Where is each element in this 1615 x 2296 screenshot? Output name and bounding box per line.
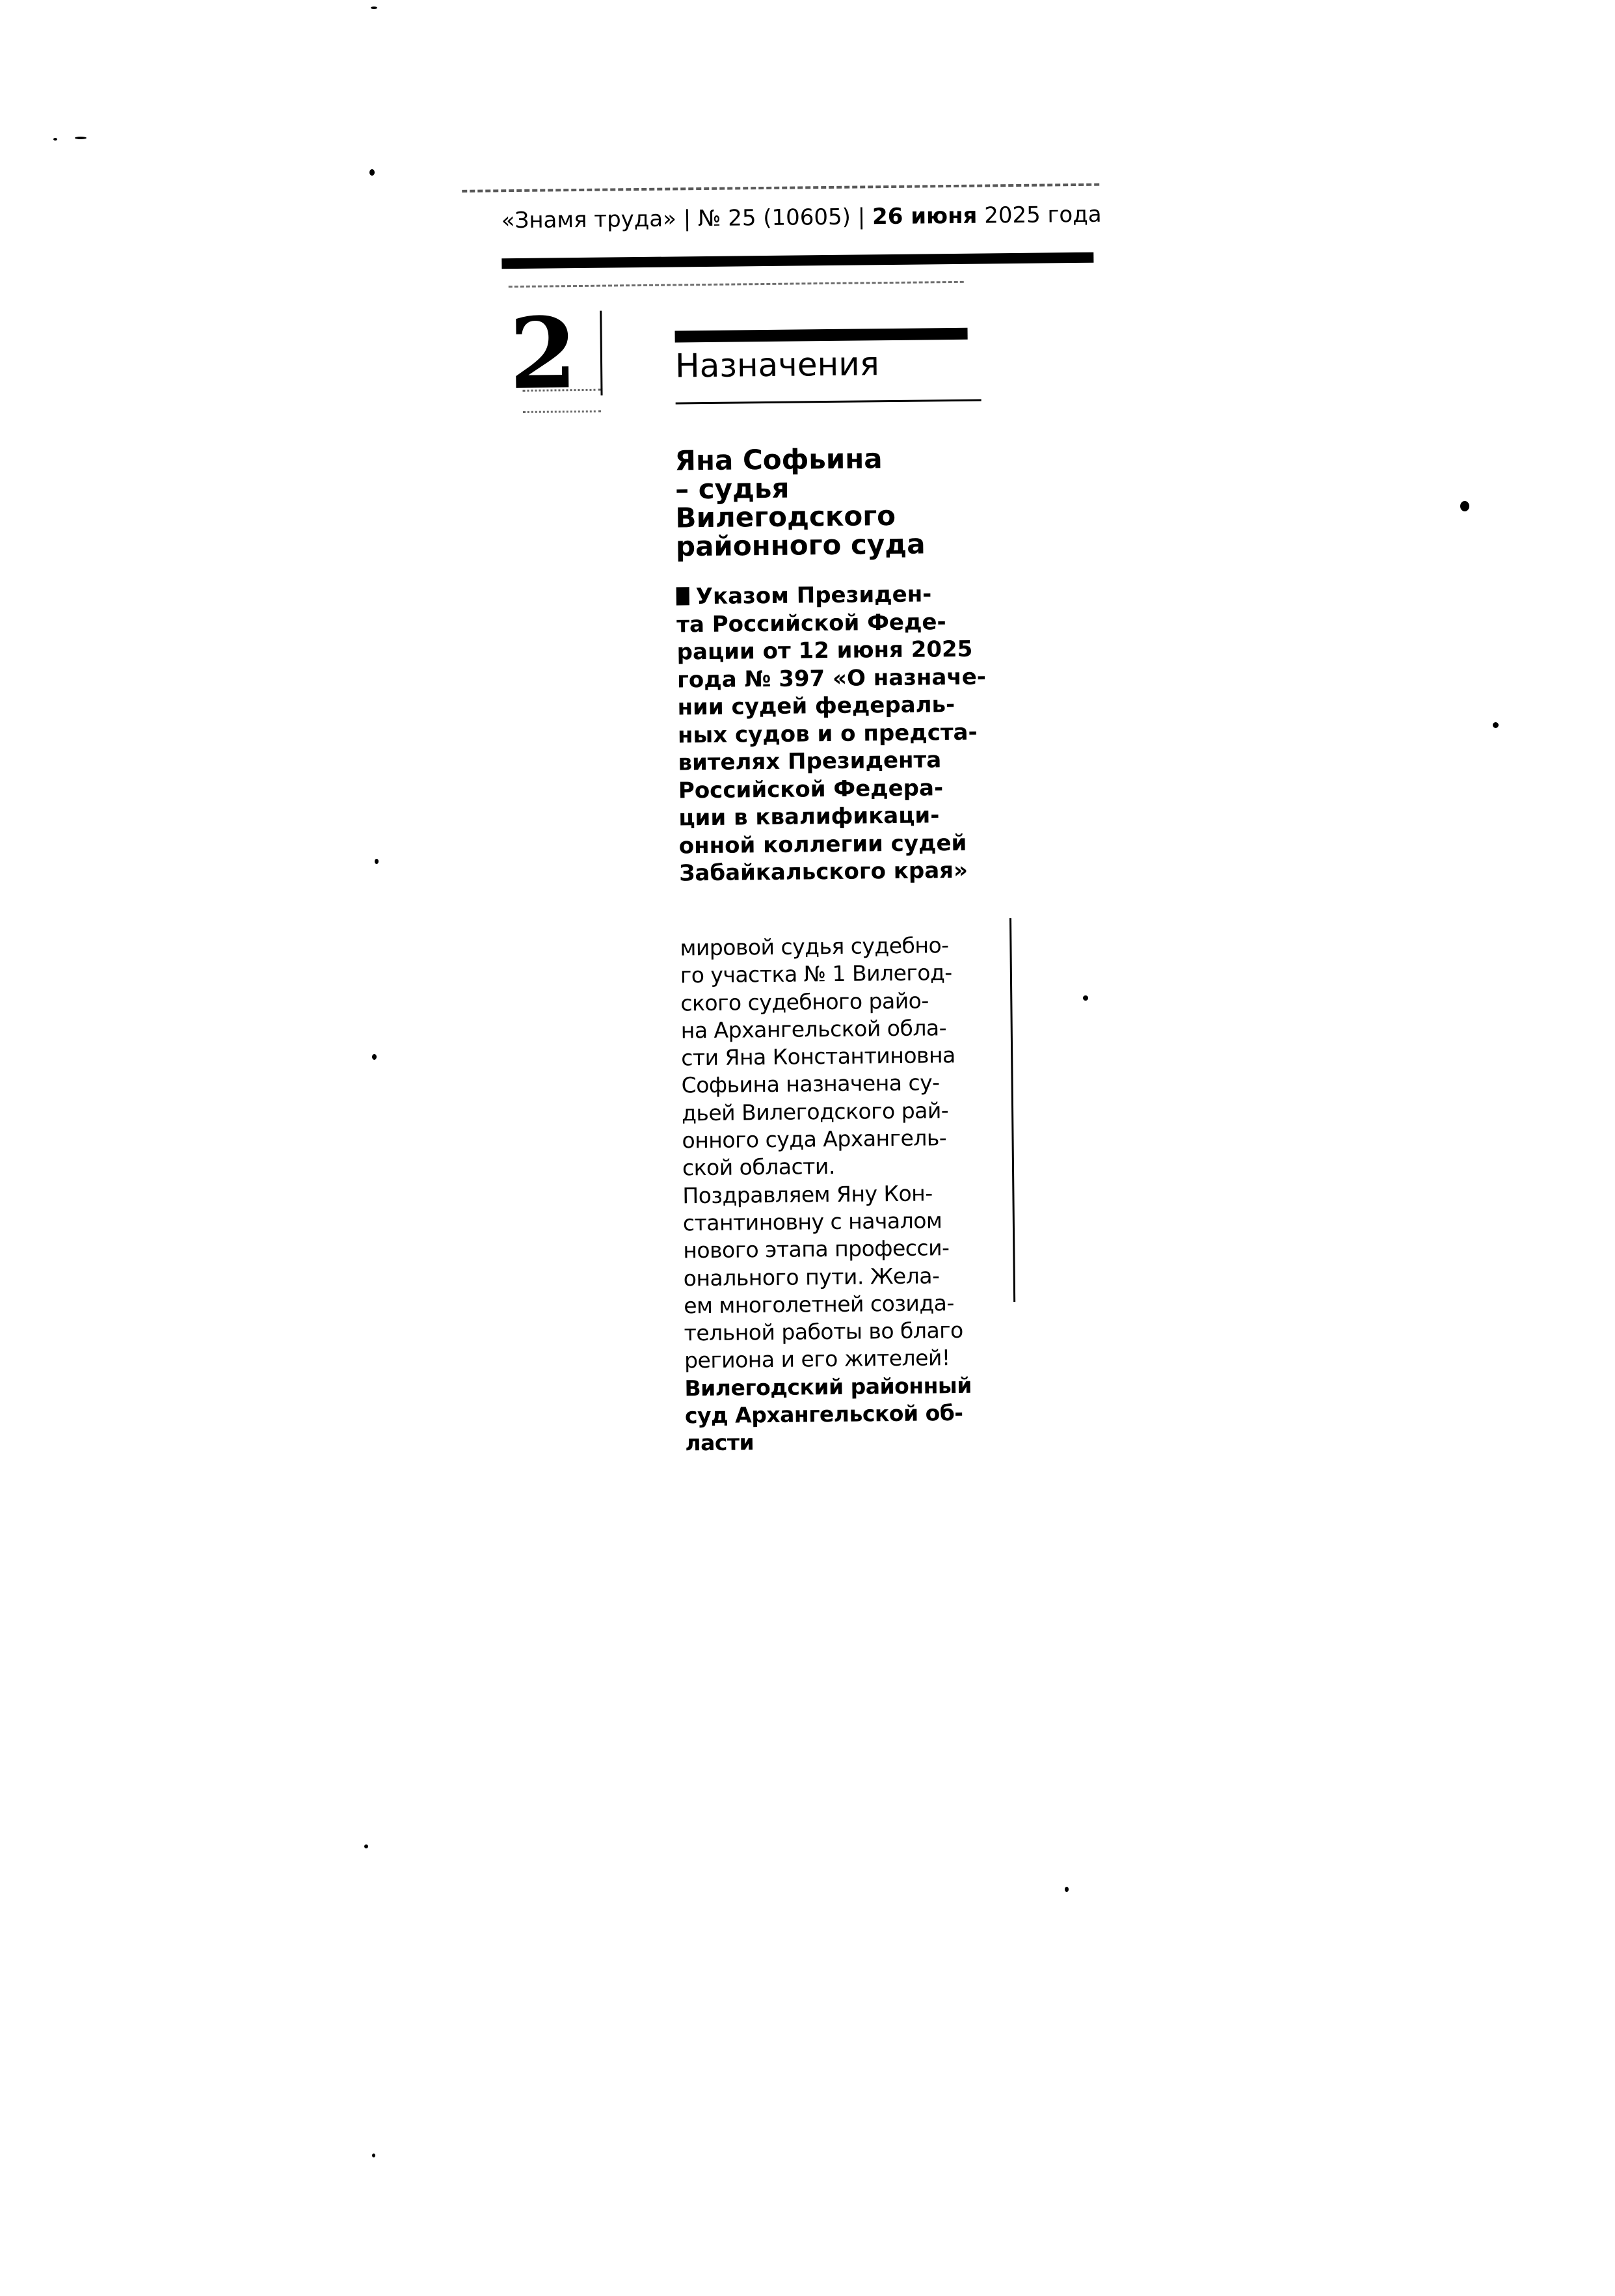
- headline-line: районного суда: [675, 528, 926, 563]
- body-line: Поздравляем Яну Кон-: [682, 1180, 933, 1209]
- scan-speck: [371, 7, 377, 9]
- scan-speck: [1065, 1887, 1069, 1892]
- scan-speck: [53, 138, 57, 141]
- body-line: ской области.: [682, 1154, 836, 1181]
- body-line: онного суда Архангель-: [682, 1125, 947, 1154]
- scan-speck: [372, 1054, 377, 1060]
- lead-line: Российской Федера-: [678, 774, 944, 804]
- body-line: ем многолетней созида-: [684, 1290, 954, 1319]
- scan-speck: [372, 2154, 375, 2157]
- body-line: дьей Вилегодского рай-: [681, 1097, 949, 1126]
- masthead-dashed-rule: [509, 281, 964, 288]
- body-line: ского судебного райо-: [680, 988, 929, 1016]
- signature-line: Вилегодский районный: [684, 1372, 972, 1401]
- body-line: го участка № 1 Вилегод-: [680, 960, 952, 988]
- body-line: онального пути. Жела-: [683, 1262, 940, 1291]
- lead-line: онной коллегии судей: [678, 830, 967, 859]
- page-number-divider: [600, 311, 602, 396]
- headline-line: Яна Софьина: [674, 442, 883, 477]
- body-line: на Архангельской обла-: [680, 1015, 947, 1044]
- issue-number: № 25 (10605): [697, 204, 851, 232]
- page-number-noise: [522, 389, 600, 413]
- article-lead: [676, 580, 992, 887]
- scan-speck: [1493, 722, 1499, 728]
- masthead-separator: |: [857, 204, 866, 230]
- lead-line: та Российской Феде-: [676, 608, 946, 638]
- lead-line: ных судов и о предста-: [677, 719, 978, 748]
- article-headline: [674, 444, 962, 561]
- lead-text: Указом Президен-: [695, 581, 932, 610]
- headline-line: – судья: [674, 472, 790, 506]
- rubric-title: Назначения: [674, 345, 880, 385]
- masthead: [501, 202, 1102, 234]
- article-body: [680, 931, 1023, 1457]
- scan-speck: [375, 859, 379, 864]
- headline-line: Вилегодского: [675, 499, 896, 534]
- lead-line: вителях Президента: [678, 747, 942, 776]
- signature-line: ласти: [685, 1429, 754, 1456]
- body-line: региона и его жителей!: [684, 1345, 950, 1373]
- page-number: 2: [508, 296, 578, 412]
- issue-date-bold: 26 июня: [872, 202, 978, 230]
- masthead-separator: |: [683, 206, 691, 232]
- body-line: мировой судья судебно-: [680, 932, 949, 961]
- scan-speck: [1460, 501, 1469, 511]
- lead-line: нии судей федераль-: [677, 692, 955, 721]
- body-line: тельной работы во благо: [684, 1317, 963, 1346]
- newspaper-clipping: [455, 169, 1120, 1529]
- masthead-rule: [501, 252, 1093, 269]
- body-line: стантиновну с началом: [682, 1208, 942, 1236]
- lead-line: Забайкальского края»: [679, 857, 968, 887]
- scan-speck: [369, 169, 375, 176]
- paper-name: «Знамя труда»: [501, 206, 677, 234]
- scan-speck: [75, 137, 87, 139]
- lead-line: года № 397 «О назначе-: [676, 663, 987, 693]
- lead-line: ции в квалификаци-: [678, 802, 940, 831]
- body-line: сти Яна Константиновна: [681, 1042, 955, 1071]
- lead-line: [676, 580, 989, 611]
- lead-line: рации от 12 июня 2025: [676, 636, 973, 666]
- rubric-bar: [675, 328, 968, 343]
- issue-date-rest: 2025 года: [984, 201, 1102, 229]
- signature-line: суд Архангельской об-: [684, 1399, 963, 1429]
- body-line: Софьина назначена су-: [681, 1070, 940, 1098]
- rubric-rule: [676, 399, 981, 405]
- body-line: нового этапа професси-: [683, 1235, 950, 1263]
- scan-speck: [364, 1844, 368, 1848]
- lead-marker-icon: [676, 587, 689, 605]
- top-dashed-line: [462, 183, 1099, 199]
- scan-speck: [1083, 995, 1088, 1001]
